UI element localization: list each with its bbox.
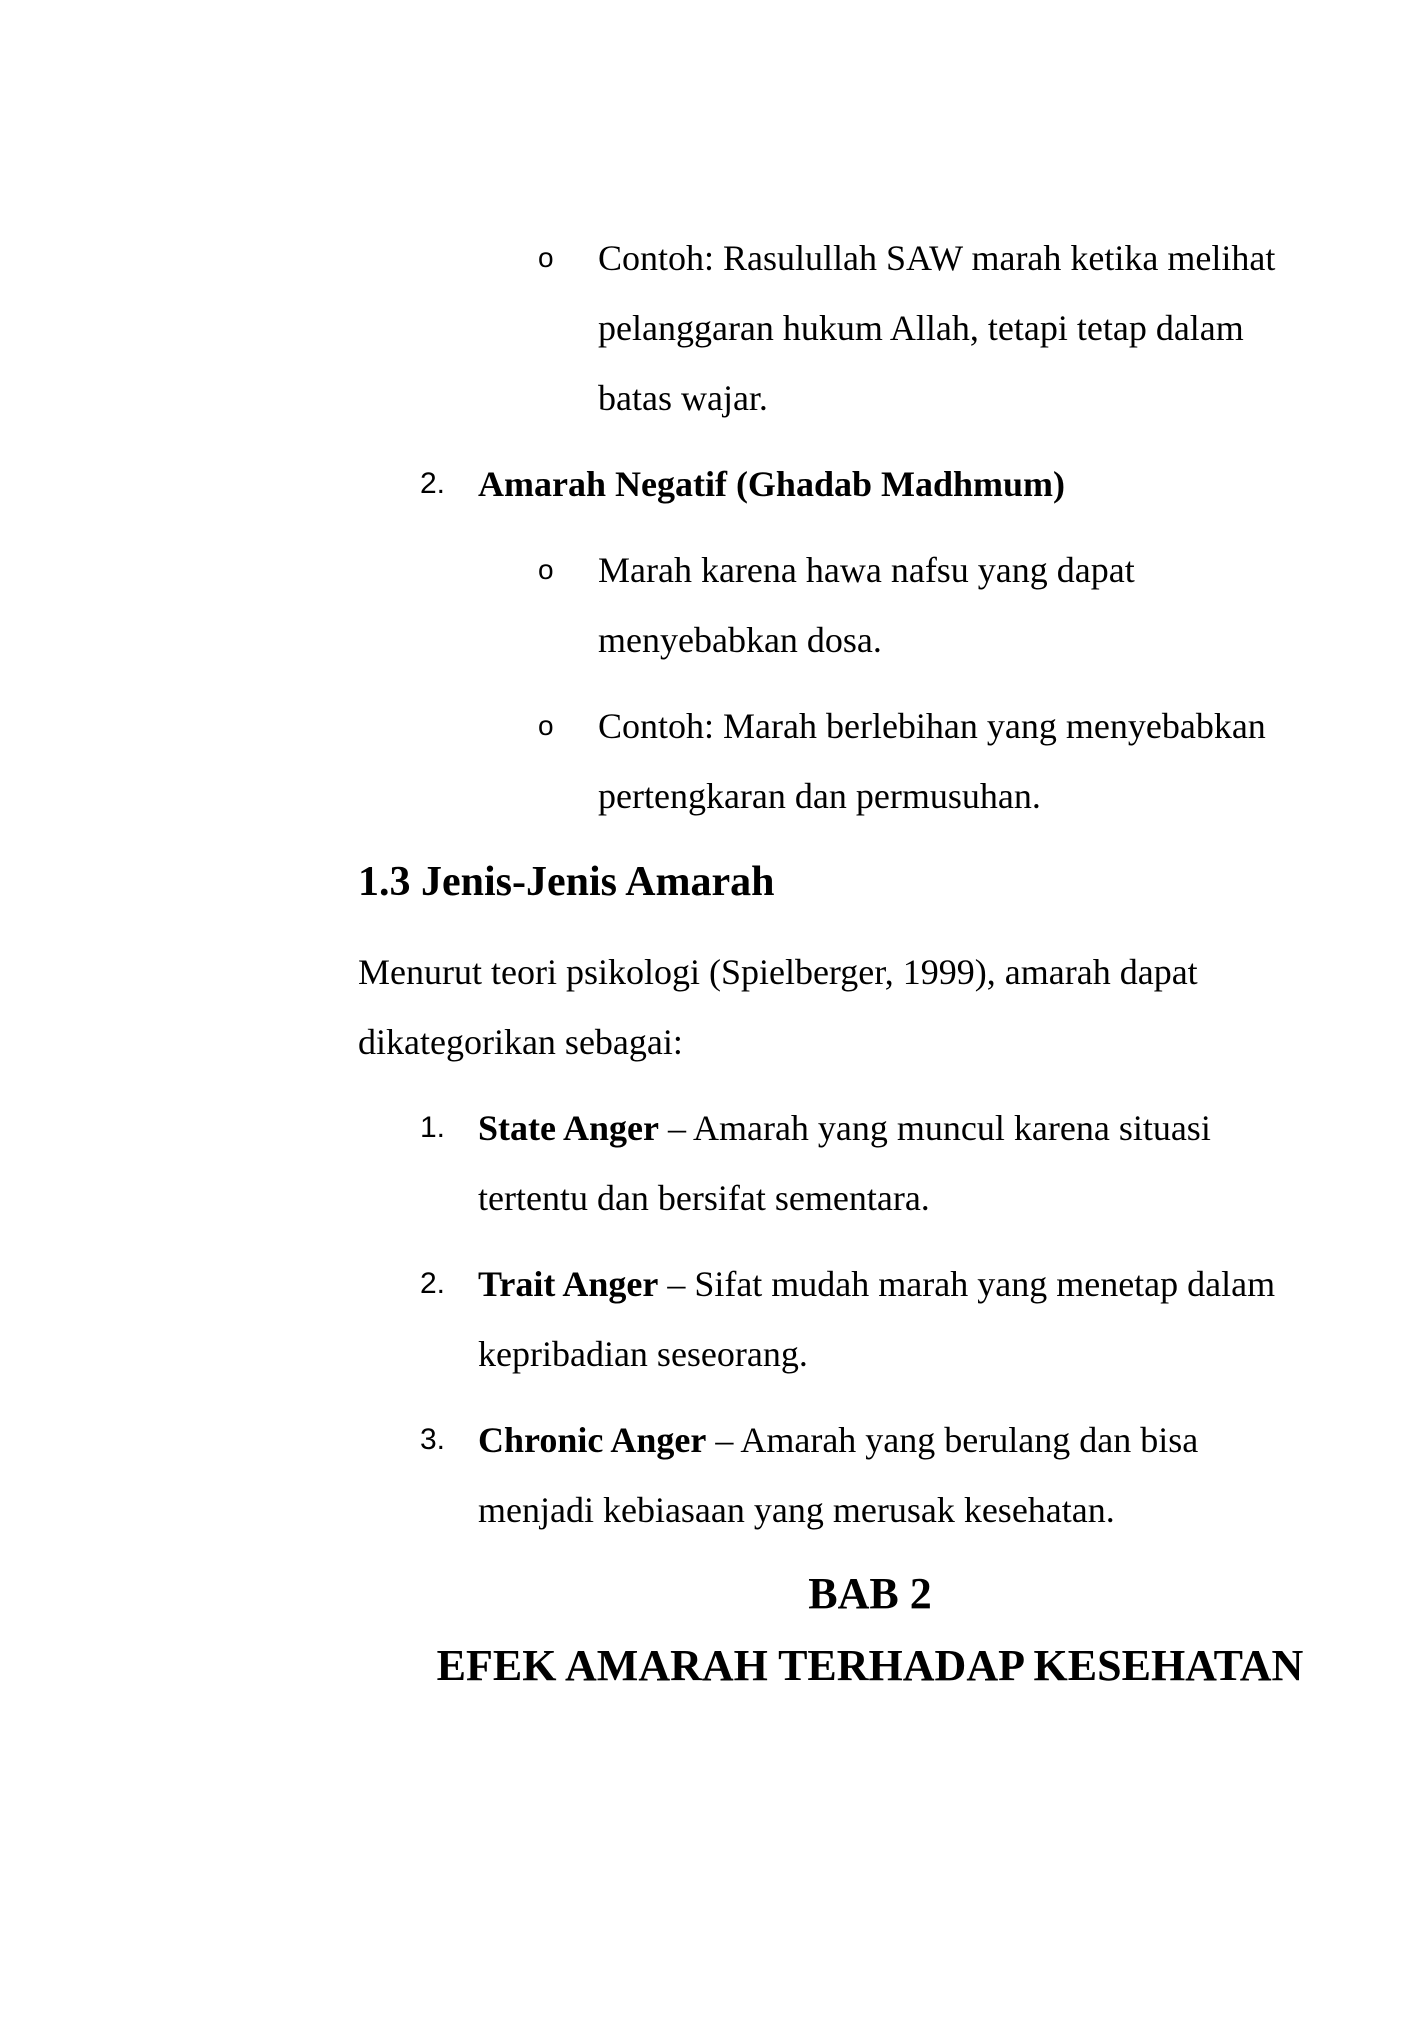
list-number: 2. [420, 1267, 446, 1300]
list-item-description: – Sifat mudah marah yang menetap dalam [658, 1264, 1276, 1304]
list-item-term: Trait Anger [478, 1264, 659, 1304]
list-item-term: Chronic Anger [478, 1420, 707, 1460]
bullet-text-line: pelanggaran hukum Allah, tetapi tetap dalam [598, 308, 1244, 348]
list-item-description: – Amarah yang muncul karena situasi [658, 1108, 1211, 1148]
chapter-label: BAB 2 [808, 1569, 932, 1618]
list-item-line [478, 1418, 1198, 1462]
list-number: 1. [420, 1111, 446, 1144]
list-item-description: – Amarah yang berulang dan bisa [706, 1420, 1199, 1460]
bullet-text-line: batas wajar. [598, 378, 768, 418]
bullet-text-line: menyebabkan dosa. [598, 620, 882, 660]
paragraph-line: dikategorikan sebagai: [358, 1022, 683, 1062]
list-item-line: tertentu dan bersifat sementara. [478, 1178, 930, 1218]
list-number: 2. [420, 467, 446, 500]
list-number: 3. [420, 1423, 446, 1456]
bullet-marker: o [538, 242, 554, 273]
bullet-text-line: pertengkaran dan permusuhan. [598, 776, 1041, 816]
bullet-marker: o [538, 710, 554, 741]
list-item-term: State Anger [478, 1108, 659, 1148]
bullet-text-line: Marah karena hawa nafsu yang dapat [598, 550, 1135, 590]
paragraph-line: Menurut teori psikologi (Spielberger, 1999), amarah dapat [358, 952, 1198, 992]
bullet-marker: o [538, 554, 554, 585]
section-heading: 1.3 Jenis-Jenis Amarah [358, 859, 775, 905]
bullet-text-line: Contoh: Marah berlebihan yang menyebabkan [598, 706, 1266, 746]
list-item-line: kepribadian seseorang. [478, 1334, 808, 1374]
list-item-line [478, 1106, 1211, 1150]
list-item-line: menjadi kebiasaan yang merusak kesehatan. [478, 1490, 1115, 1530]
list-item-line [478, 1262, 1275, 1306]
list-item-title: Amarah Negatif (Ghadab Madhmum) [478, 464, 1066, 504]
chapter-title: EFEK AMARAH TERHADAP KESEHATAN [436, 1641, 1304, 1690]
bullet-text-line: Contoh: Rasulullah SAW marah ketika melihat [598, 238, 1276, 278]
